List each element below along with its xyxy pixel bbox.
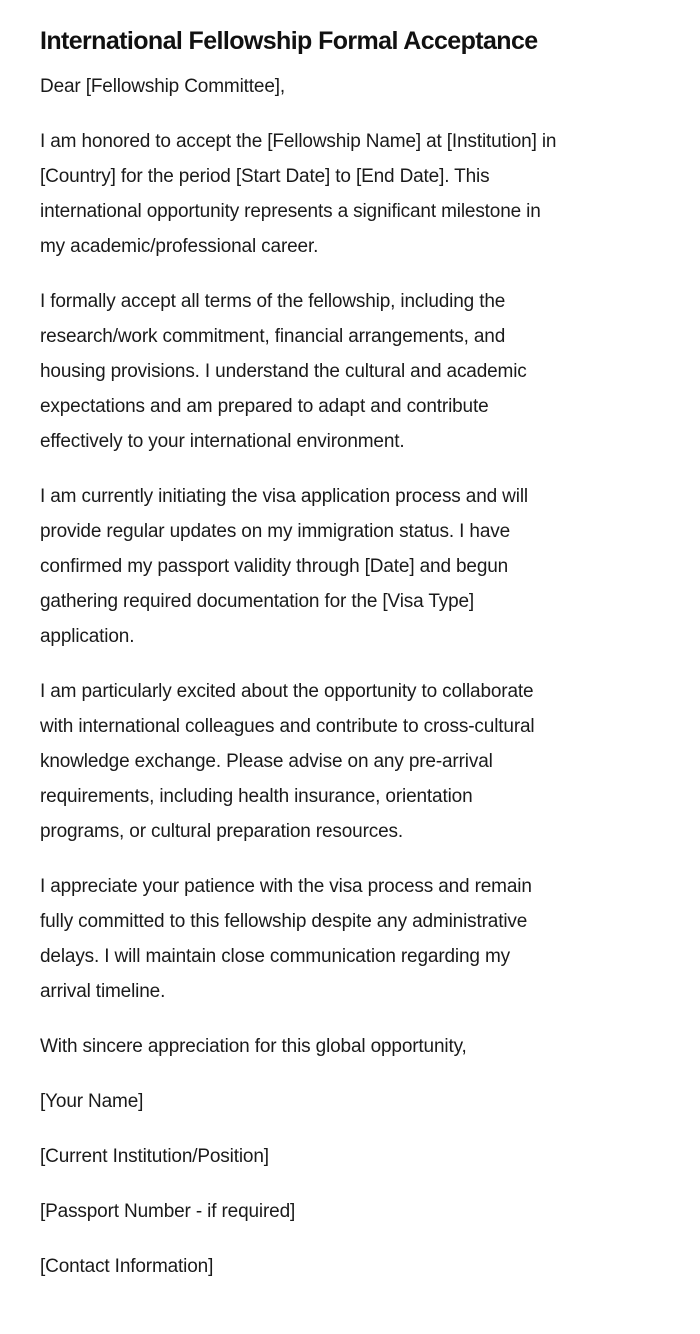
text-line: housing provisions. I understand the cultural and academic [40,361,527,382]
text-line: gathering required documentation for the [Visa Type] [40,591,475,612]
text-line: delays. I will maintain close communication regarding my [40,946,510,967]
paragraph-visa [40,479,680,654]
text-line: my academic/professional career. [40,236,319,257]
letter-document [40,22,680,1304]
text-line: fully committed to this fellowship despite any administrative [40,911,528,932]
text-line: I am honored to accept the [Fellowship Name] at [Institution] in [40,131,557,152]
text-line: I formally accept all terms of the fellowship, including the [40,291,506,312]
text-line: research/work commitment, financial arrangements, and [40,326,506,347]
paragraph-acceptance [40,124,680,264]
text-line: arrival timeline. [40,981,166,1002]
text-line: confirmed my passport validity through [Date] and begun [40,556,509,577]
text-line: programs, or cultural preparation resources. [40,821,404,842]
text-line: I appreciate your patience with the visa process and remain [40,876,532,897]
paragraph-terms [40,284,680,459]
text-line: application. [40,626,135,647]
salutation: Dear [Fellowship Committee], [40,76,285,97]
signature-name: [Your Name] [40,1091,144,1112]
text-line: with international colleagues and contribute to cross-cultural [40,716,535,737]
text-line: international opportunity represents a significant milestone in [40,201,541,222]
text-line: provide regular updates on my immigration status. I have [40,521,511,542]
text-line: effectively to your international environment. [40,431,405,452]
document-title: International Fellowship Formal Acceptance [40,27,538,55]
text-line: I am currently initiating the visa application process and will [40,486,528,507]
signature-position: [Current Institution/Position] [40,1146,269,1167]
text-line: I am particularly excited about the opportunity to collaborate [40,681,534,702]
signature-passport: [Passport Number - if required] [40,1201,296,1222]
paragraph-collaboration [40,674,680,849]
text-line: requirements, including health insurance, orientation [40,786,473,807]
paragraph-commitment [40,869,680,1009]
text-line: knowledge exchange. Please advise on any pre-arrival [40,751,493,772]
signature-contact: [Contact Information] [40,1256,214,1277]
closing: With sincere appreciation for this global opportunity, [40,1036,467,1057]
text-line: expectations and am prepared to adapt and contribute [40,396,489,417]
text-line: [Country] for the period [Start Date] to [End Date]. This [40,166,490,187]
